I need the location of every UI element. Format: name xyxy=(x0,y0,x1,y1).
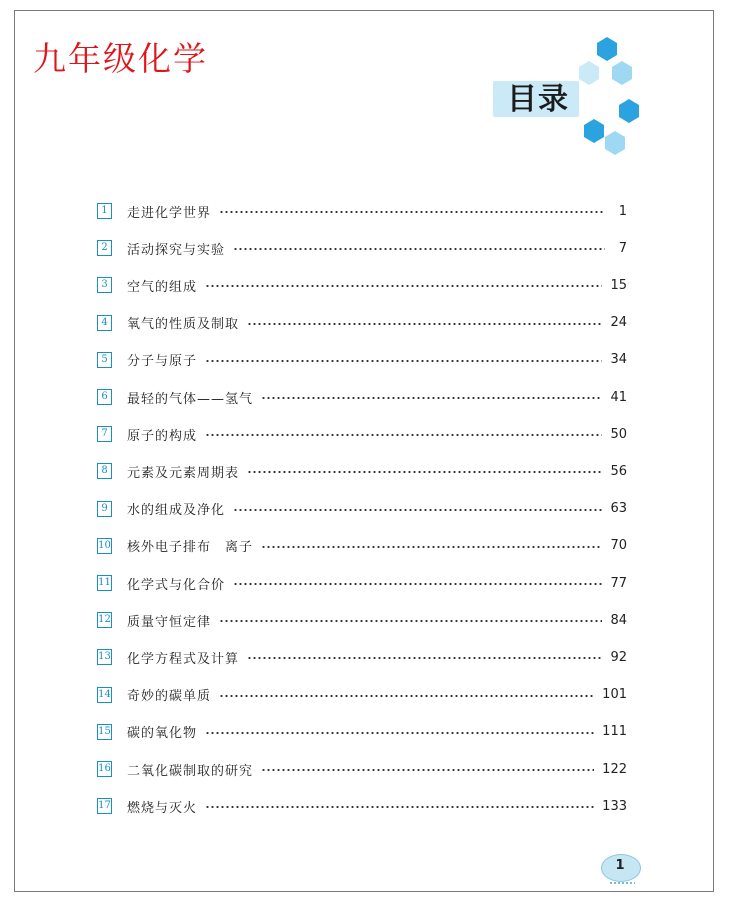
chapter-title: 走进化学世界 xyxy=(127,205,212,221)
chapter-page-number: 63 xyxy=(610,501,627,517)
chapter-page-number: 101 xyxy=(602,687,627,703)
chapter-title: 原子的构成 xyxy=(127,428,198,444)
chapter-number: 2 xyxy=(97,240,112,256)
chapter-page-number: 84 xyxy=(610,612,627,628)
chapter-number: 6 xyxy=(97,389,112,405)
book-title: 九年级化学 xyxy=(33,39,208,78)
chapter-title: 奇妙的碳单质 xyxy=(127,689,212,705)
toc-entry[interactable] xyxy=(95,311,627,335)
dot-leader xyxy=(205,285,602,287)
toc-entry[interactable] xyxy=(95,720,627,744)
toc-entry[interactable] xyxy=(95,459,627,483)
toc-entry[interactable] xyxy=(95,571,627,595)
chapter-number: 8 xyxy=(97,463,112,479)
dot-leader xyxy=(261,769,594,771)
toc-entry[interactable] xyxy=(95,348,627,372)
chapter-page-number: 34 xyxy=(610,352,627,368)
hexagon-bottom-right xyxy=(605,131,625,155)
chapter-number: 4 xyxy=(97,315,112,331)
chapter-page-number: 1 xyxy=(618,203,627,219)
dot-leader xyxy=(233,509,602,511)
dot-leader xyxy=(247,323,602,325)
chapter-title: 活动探究与实验 xyxy=(127,242,226,258)
chapter-page-number: 92 xyxy=(610,649,627,665)
dot-leader xyxy=(247,657,602,659)
toc-entry[interactable] xyxy=(95,422,627,446)
chapter-title: 最轻的气体——氢气 xyxy=(127,391,254,407)
chapter-title: 燃烧与灭火 xyxy=(127,800,198,816)
dot-leader xyxy=(261,397,602,399)
chapter-page-number: 15 xyxy=(610,277,627,293)
toc-entry[interactable] xyxy=(95,757,627,781)
chapter-number: 16 xyxy=(97,761,112,777)
dot-leader xyxy=(219,620,602,622)
chapter-page-number: 77 xyxy=(610,575,627,591)
dot-leader xyxy=(219,695,594,697)
toc-entry[interactable] xyxy=(95,497,627,521)
chapter-page-number: 122 xyxy=(602,761,627,777)
toc-entry[interactable] xyxy=(95,645,627,669)
chapter-title: 碳的氧化物 xyxy=(127,726,198,742)
page-number: 1 xyxy=(615,858,625,873)
chapter-number: 15 xyxy=(97,724,112,740)
chapter-number: 1 xyxy=(97,203,112,219)
hexagon-bottom xyxy=(584,119,604,143)
page-number-dots xyxy=(609,882,635,884)
hexagon-mid-left xyxy=(579,61,599,85)
dot-leader xyxy=(219,211,605,213)
toc-entry[interactable] xyxy=(95,273,627,297)
chapter-title: 核外电子排布 离子 xyxy=(127,540,254,556)
hexagon-right xyxy=(619,99,639,123)
chapter-page-number: 111 xyxy=(602,724,627,740)
toc-entry[interactable] xyxy=(95,794,627,818)
chapter-number: 7 xyxy=(97,426,112,442)
chapter-number: 11 xyxy=(97,575,112,591)
chapter-page-number: 41 xyxy=(610,389,627,405)
dot-leader xyxy=(205,434,602,436)
chapter-title: 氧气的性质及制取 xyxy=(127,317,240,333)
dot-leader xyxy=(261,546,602,548)
dot-leader xyxy=(247,471,602,473)
chapter-title: 空气的组成 xyxy=(127,279,198,295)
chapter-number: 9 xyxy=(97,501,112,517)
chapter-page-number: 70 xyxy=(610,538,627,554)
chapter-page-number: 50 xyxy=(610,426,627,442)
chapter-title: 分子与原子 xyxy=(127,354,198,370)
chapter-title: 质量守恒定律 xyxy=(127,614,212,630)
toc-entry[interactable] xyxy=(95,534,627,558)
document-page xyxy=(14,10,714,892)
toc-entry[interactable] xyxy=(95,236,627,260)
chapter-title: 化学方程式及计算 xyxy=(127,651,240,667)
toc-entry[interactable] xyxy=(95,385,627,409)
chapter-page-number: 56 xyxy=(610,463,627,479)
chapter-page-number: 133 xyxy=(602,798,627,814)
chapter-number: 5 xyxy=(97,352,112,368)
dot-leader xyxy=(233,248,605,250)
chapter-title: 元素及元素周期表 xyxy=(127,465,240,481)
chapter-number: 12 xyxy=(97,612,112,628)
chapter-number: 3 xyxy=(97,277,112,293)
chapter-number: 14 xyxy=(97,687,112,703)
chapter-page-number: 7 xyxy=(618,240,627,256)
chapter-page-number: 24 xyxy=(610,315,627,331)
chapter-title: 水的组成及净化 xyxy=(127,503,226,519)
chapter-title: 化学式与化合价 xyxy=(127,577,226,593)
toc-entry[interactable] xyxy=(95,683,627,707)
chapter-number: 10 xyxy=(97,538,112,554)
catalog-title: 目录 xyxy=(507,82,569,117)
toc-entry[interactable] xyxy=(95,199,627,223)
hexagon-top xyxy=(597,37,617,61)
dot-leader xyxy=(205,806,594,808)
chapter-number: 17 xyxy=(97,798,112,814)
dot-leader xyxy=(233,583,602,585)
toc-entry[interactable] xyxy=(95,608,627,632)
chapter-number: 13 xyxy=(97,649,112,665)
dot-leader xyxy=(205,732,594,734)
hexagon-top-right xyxy=(612,61,632,85)
chapter-title: 二氧化碳制取的研究 xyxy=(127,763,254,779)
dot-leader xyxy=(205,360,602,362)
